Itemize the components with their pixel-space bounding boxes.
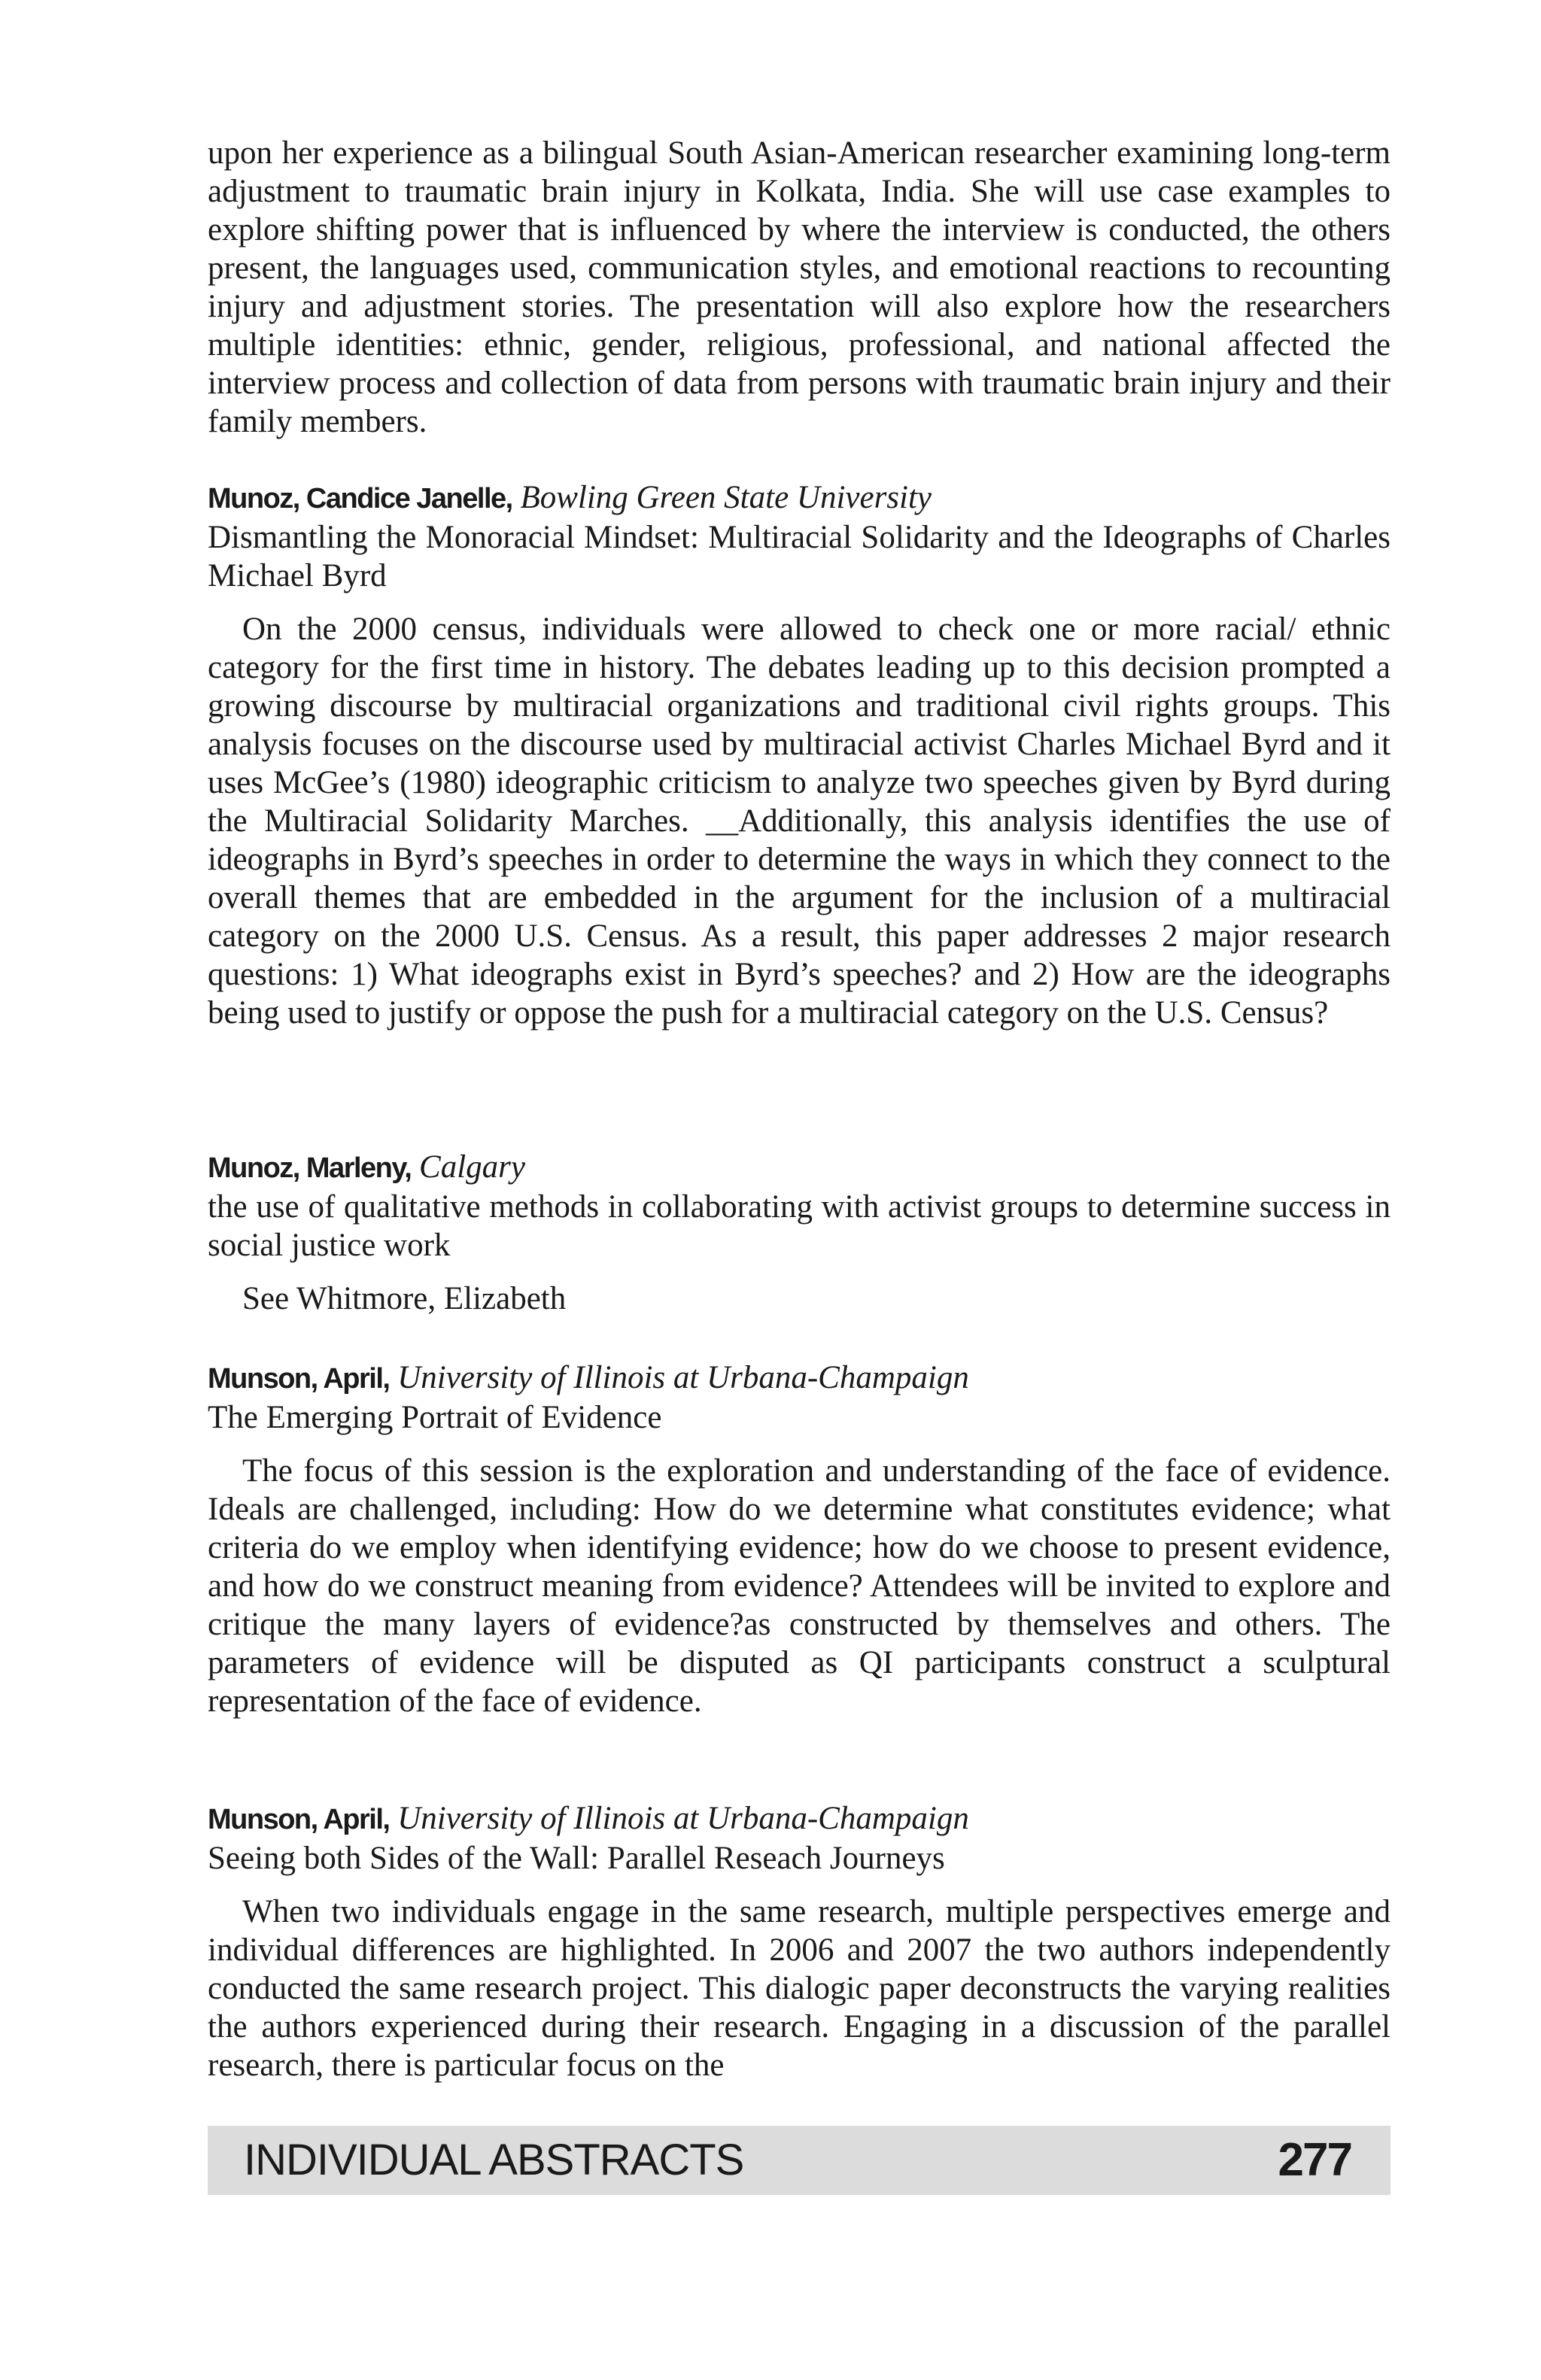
entry-heading [208, 1358, 1391, 1398]
entry-heading [208, 1799, 1391, 1839]
abstract-body: On the 2000 census, individuals were allowed to check one or more racial/ ethnic category for the first time in history. The debates leading up to this decision prompted a growing discourse by multiracial organizations and traditional civil rights groups. This analysis focuses on the discourse used by multiracial activist Charles Michael Byrd and it uses McGee’s (1980) ideographic criticism to analyze two speeches given by Byrd during the Multiracial Solidarity Marches. __Additionally, this analysis identifies the use of ideographs in Byrd’s speeches in order to determine the ways in which they connect to the overall themes that are embedded in the argument for the inclusion of a multiracial category on the 2000 U.S. Census. As a result, this paper addresses 2 major research questions: 1) What ideographs exist in Byrd’s speeches? and 2) How are the ideographs being used to justify or oppose the push for a multiracial category on the U.S. Census? [208, 612, 1391, 1031]
abstract-title: the use of qualitative methods in collaborating with activist groups to determine success in social justice work [208, 1189, 1391, 1263]
page-number: 277 [1278, 2134, 1351, 2186]
cross-reference: See Whitmore, Elizabeth [242, 1281, 567, 1316]
entry-heading [208, 478, 1391, 518]
author-affiliation: University of Illinois at Urbana-Champaign [397, 1360, 969, 1395]
author-name: Munoz, Marleny, [208, 1152, 412, 1184]
section-title: INDIVIDUAL ABSTRACTS [244, 2136, 744, 2184]
abstract-entry-munson-april-evidence [208, 1358, 1391, 1720]
abstract-title: Seeing both Sides of the Wall: Parallel Reseach Journeys [208, 1841, 945, 1876]
page-footer [208, 2126, 1391, 2195]
author-name: Munson, April, [208, 1363, 390, 1395]
author-affiliation: University of Illinois at Urbana-Champaign [397, 1801, 969, 1836]
author-affiliation: Bowling Green State University [520, 480, 932, 515]
abstract-title: Dismantling the Monoracial Mindset: Multiracial Solidarity and the Ideographs of Charles Michael Byrd [208, 520, 1391, 593]
author-name: Munson, April, [208, 1804, 390, 1835]
abstract-entry-munoz-candice [208, 478, 1391, 1032]
abstract-title: The Emerging Portrait of Evidence [208, 1400, 662, 1435]
continued-abstract [208, 134, 1391, 441]
abstract-entry-munson-april-wall [208, 1799, 1391, 2084]
abstract-body: When two individuals engage in the same research, multiple perspectives emerge and individual differences are highlighted. In 2006 and 2007 the two authors independently conducted the same research project. This dialogic paper deconstructs the varying realities the authors experienced during their research. Engaging in a discussion of the parallel research, there is particular focus on the [208, 1894, 1391, 2083]
entry-heading [208, 1148, 1391, 1188]
author-name: Munoz, Candice Janelle, [208, 483, 512, 515]
continued-abstract-text: upon her experience as a bilingual South Asian-American researcher examining long-term adjustment to traumatic brain injury in Kolkata, India. She will use case examples to explore shifting power that is influenced by where the interview is conducted, the others present, the languages used, communication styles, and emotional reactions to recounting injury and adjustment stories. The presentation will also explore how the researchers multiple identities: ethnic, gender, religious, professional, and national affected the interview process and collection of data from persons with traumatic brain injury and their family members. [208, 135, 1391, 439]
author-affiliation: Calgary [419, 1149, 525, 1185]
abstract-body: The focus of this session is the exploration and understanding of the face of evidence. Ideals are challenged, including: How do we determine what constitutes evidence; what criteria do we employ when identifying evidence; how do we choose to present evidence, and how do we construct meaning from evidence? Attendees will be invited to explore and critique the many layers of evidence?as constructed by themselves and others. The parameters of evidence will be disputed as QI participants construct a sculptural representation of the face of evidence. [208, 1453, 1391, 1719]
abstract-entry-munoz-marleny [208, 1148, 1391, 1318]
